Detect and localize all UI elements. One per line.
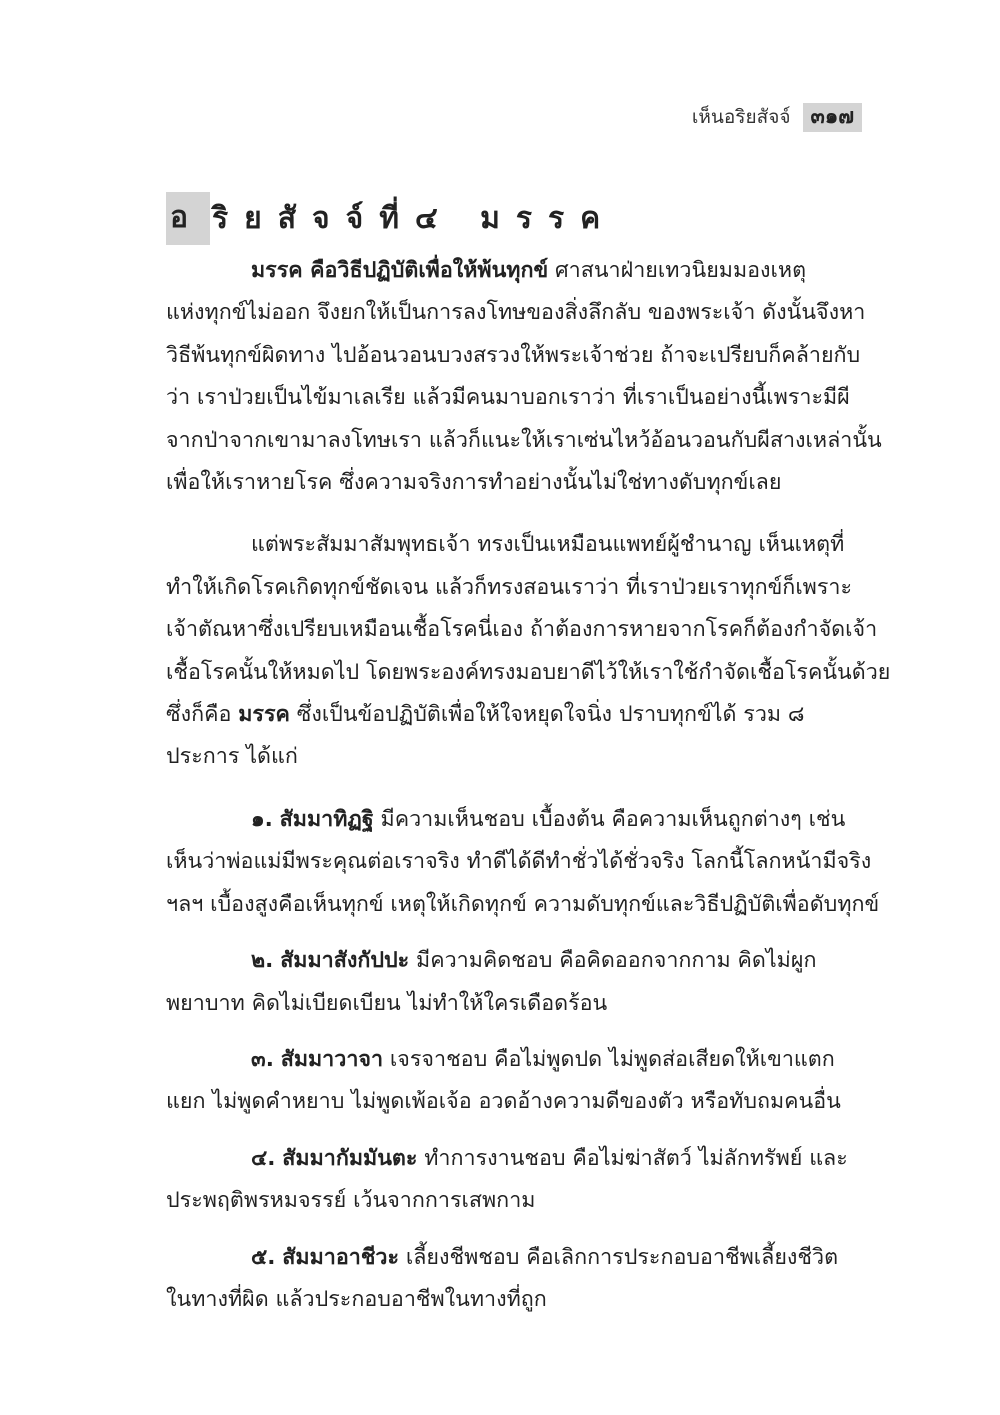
text-line: พยาบาท คิดไม่เบียดเบียน ไม่ทำให้ใครเดือดร้อน [166,990,608,1016]
page-number: ๓๑๗ [803,103,862,132]
running-header [692,102,862,132]
item-term: สัมมากัมมันตะ [282,1145,418,1171]
text-line: ฯลฯ เบื้องสูงคือเห็นทุกข์ เหตุให้เกิดทุกข์ ความดับทุกข์และวิธีปฏิบัติเพื่อดับทุกข์ [166,891,880,917]
text-line: เพื่อให้เราหายโรค ซึ่งความจริงการทำอย่างนั้นไม่ใช่ทางดับทุกข์เลย [166,470,782,496]
running-header-title: เห็นอริยสัจจ์ [691,106,791,128]
item-number: ๒. [251,948,274,974]
item-term: สัมมาสังกัปปะ [280,948,410,974]
heading-initial-letter: อ [166,192,210,245]
text-line: จากป่าจากเขามาลงโทษเรา แล้วก็แนะให้เราเซ่นไหว้อ้อนวอนกับผีสางเหล่านั้น [166,427,882,453]
item-number: ๑. [251,806,273,832]
text-line: ๔. สัมมากัมมันตะ ทำการงานชอบ คือไม่ฆ่าสัตว์ ไม่ลักทรัพย์ และ [251,1145,848,1171]
item-number: ๓. [251,1046,274,1072]
section-heading [166,192,616,245]
heading-text: ริยสัจจ์ที่๔ มรรค [212,201,617,236]
text-line: ในทางที่ผิด แล้วประกอบอาชีพในทางที่ถูก [166,1286,547,1312]
paragraph-buddha-physician [166,524,891,778]
list-item-path-factor [166,940,861,1025]
text-line: ประพฤติพรหมจรรย์ เว้นจากการเสพกาม [166,1188,536,1214]
list-item-path-factor [166,1138,861,1223]
list-item-path-factor [166,1237,861,1322]
text-line: ๕. สัมมาอาชีวะ เลี้ยงชีพชอบ คือเลิกการประกอบอาชีพเลี้ยงชีวิต [251,1244,839,1270]
bold-lead: มรรค คือวิธีปฏิบัติเพื่อให้พ้นทุกข์ [251,258,549,283]
item-number: ๕. [251,1244,276,1270]
item-term: สัมมาวาจา [280,1046,384,1072]
item-number: ๔. [251,1145,276,1171]
text-line: วิธีพ้นทุกข์ผิดทาง ไปอ้อนวอนบวงสรวงให้พระเจ้าช่วย ถ้าจะเปรียบก็คล้ายกับ [166,342,861,368]
paragraph-magga-intro [166,250,882,504]
text-line: ๑. สัมมาทิฏฐิ มีความเห็นชอบ เบื้องต้น คือความเห็นถูกต่างๆ เช่น [251,806,846,832]
list-item-path-factor [166,799,880,926]
text-line: แต่พระสัมมาสัมพุทธเจ้า ทรงเป็นเหมือนแพทย์ผู้ชำนาญ เห็นเหตุที่ [251,532,845,558]
text-line: เชื้อโรคนั้นให้หมดไป โดยพระองค์ทรงมอบยาดีไว้ให้เราใช้กำจัดเชื้อโรคนั้นด้วย [166,659,891,685]
text-line: แยก ไม่พูดคำหยาบ ไม่พูดเพ้อเจ้อ อวดอ้างความดีของตัว หรือทับถมคนอื่น [166,1089,841,1115]
bold-term: มรรค [238,702,290,728]
list-item-path-factor [166,1039,861,1124]
text-line: มรรค คือวิธีปฏิบัติเพื่อให้พ้นทุกข์ ศาสนาฝ่ายเทวนิยมมองเหตุ [251,258,807,283]
text-line: ว่า เราป่วยเป็นไข้มาเลเรีย แล้วมีคนมาบอกเราว่า ที่เราเป็นอย่างนี้เพราะมีผี [166,385,850,411]
text-line: แห่งทุกข์ไม่ออก จึงยกให้เป็นการลงโทษของสิ่งลึกลับ ของพระเจ้า ดังนั้นจึงหา [166,300,866,326]
text-line: ๓. สัมมาวาจา เจรจาชอบ คือไม่พูดปด ไม่พูดส่อเสียดให้เขาแตก [251,1046,835,1072]
text-line: ประการ ได้แก่ [166,744,298,770]
text-line: ทำให้เกิดโรคเกิดทุกข์ชัดเจน แล้วก็ทรงสอนเราว่า ที่เราป่วยเราทุกข์ก็เพราะ [166,574,853,600]
item-term: สัมมาทิฏฐิ [279,806,374,832]
text-line: เจ้าตัณหาซึ่งเปรียบเหมือนเชื้อโรคนี่เอง ถ้าต้องการหายจากโรคก็ต้องกำจัดเจ้า [166,617,878,643]
body-text [166,250,891,1321]
text-line: เห็นว่าพ่อแม่มีพระคุณต่อเราจริง ทำดีได้ดีทำชั่วได้ชั่วจริง โลกนี้โลกหน้ามีจริง [166,849,872,875]
text-line: ซึ่งก็คือ มรรค ซึ่งเป็นข้อปฏิบัติเพื่อให้ใจหยุดใจนิ่ง ปราบทุกข์ได้ รวม ๘ [166,702,805,728]
text-line: ๒. สัมมาสังกัปปะ มีความคิดชอบ คือคิดออกจากกาม คิดไม่ผูก [251,948,817,974]
item-term: สัมมาอาชีวะ [282,1244,400,1270]
